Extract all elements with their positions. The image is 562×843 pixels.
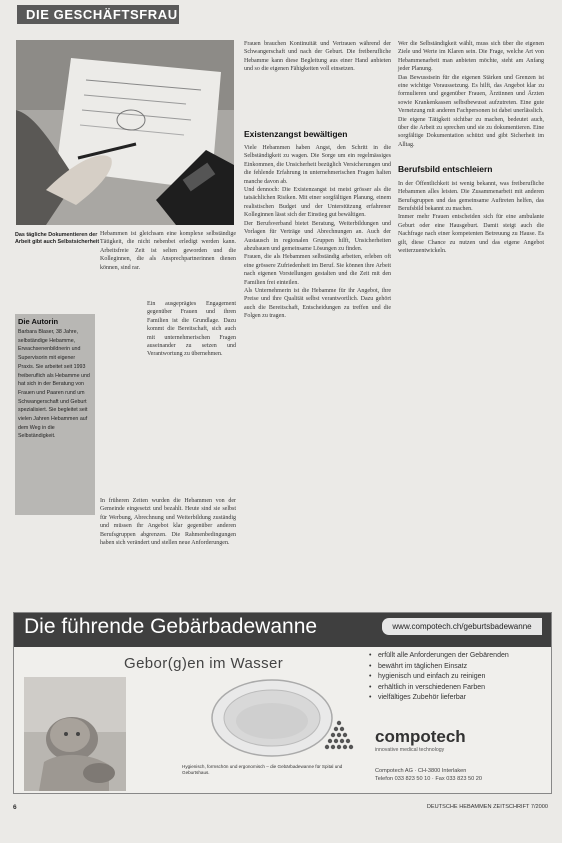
paragraph: Frauen, die als Hebammen selbständig arbeiten, erleben oft eine grössere Zufriedenheit im Beruf. Sie können ihre Arbeit nach eigenen Vorstellungen gestalten und die Zeit mit den Familien frei einteilen. (244, 254, 391, 286)
paragraph: In früheren Zeiten wurden die Hebammen von der Gemeinde eingesetzt und bezahlt. Heute sind sie selbst für Werbung, Abrechnung und Weiterbildung zuständig und müssen ihr Angebot klar gegenüber anderen Berufsgruppen abgrenzen. Die Rahmenbedingungen haben sich verändert und stellen neue Anforderungen. (100, 498, 236, 547)
column-3 (398, 40, 544, 255)
ad-subheadline: Gebor(g)en im Wasser (124, 655, 284, 672)
paragraph: In der Öffentlichkeit ist wenig bekannt, was freiberufliche Hebammen alles leisten. Die Zusammenarbeit mit anderen Berufsgruppen und das gemeinsame Auftreten helfen, das Berufsbild bekannt zu machen. (398, 180, 544, 212)
paragraph: Hebammen ist gleichsam eine komplexe selbständige Tätigkeit, die nicht nebenbei erledigt werden kann. Arbeitsfreie Zeit ist selten geworden und die Kolleginnen, die als Ansprechpartnerinnen dienen können, sind rar. (100, 231, 236, 271)
ad-headline: Die führende Gebärbadewanne (24, 615, 318, 638)
desk-writing-photo (16, 40, 234, 225)
ad-feature-item: • erfüllt alle Anforderungen der Gebärenden (369, 651, 509, 662)
bathtub-image (207, 673, 337, 763)
paragraph: Und dennoch: Die Existenzangst ist meist grösser als die tatsächlichen Risiken. Mit einer sorgfältigen Planung, einem realistischen Budget und der Unterstützung erfahrener Kolleginnen lässt sich der Einstieg gut bewältigen. (244, 187, 391, 219)
ad-header-bar (14, 613, 551, 647)
subheading-existenzangst: Existenzangst bewältigen (244, 128, 348, 139)
baby-in-water-image (24, 677, 126, 791)
compotech-logo-icon (319, 719, 359, 759)
bullet-icon: • (369, 694, 372, 701)
paragraph: Frauen brauchen Kontinuität und Vertrauen während der Schwangerschaft und nach der Geburt. Die freiberufliche Hebamme kann diese Begleitung aus einer Hand anbieten und so die eigenen Fähigkeiten voll einsetzen. (244, 41, 391, 73)
paragraph: Viele Hebammen haben Angst, den Schritt in die Selbständigkeit zu wagen. Die Sorge um ein regelmässiges Einkommen, die Unsicherheit bezüglich Versicherungen und die fehlende Erfahrung in unternehmerischen Fragen halten manche davon ab. (244, 145, 391, 185)
compotech-brand: compotech (375, 727, 466, 746)
section-label: DIE GESCHÄFTSFRAU (26, 7, 178, 22)
column-2 (244, 40, 391, 321)
paragraph: Ein ausgeprägtes Engagement gegenüber Frauen und ihren Familien ist die Grundlage. Dazu kommt die Bereitschaft, sich auch mit unternehmerischen Fragen auseinander zu setzen und Verantwortung zu übernehmen. (147, 301, 236, 358)
ad-url-link[interactable]: www.compotech.ch/geburtsbadewanne (382, 618, 542, 635)
column-1-upper (100, 230, 236, 272)
subheading-berufsbild: Berufsbild entschleiern (398, 164, 493, 175)
compotech-contact (375, 767, 482, 783)
paragraph: Als Unternehmerin ist die Hebamme für ihr Angebot, ihre Preise und ihre Qualität selbst verantwortlich. Dazu gehört auch die Bereitschaft, Entscheidungen zu treffen und die Folgen zu tragen. (244, 287, 391, 320)
column-1-narrow (147, 300, 236, 359)
bullet-icon: • (369, 673, 372, 680)
bullet-icon: • (369, 683, 372, 691)
author-box-text: Barbara Blaser, 38 Jahre, selbständige Hebamme, Erwachsenenbildnerin und Supervisorin mit eigener Praxis. Sie arbeitet seit 1993 freiberuflich als Hebamme und hat sich in der Beratung von Frauen und Paaren rund um Schwangerschaft und Geburt spezialisiert. Sie begleitet seit vielen Jahren Hebammen auf dem Weg in die Selbständigkeit. (18, 329, 90, 440)
bullet-icon: • (369, 662, 372, 670)
journal-name: DEUTSCHE HEBAMMEN ZEITSCHRIFT 7/2000 (426, 804, 548, 810)
paragraph: Der Berufsverband bietet Beratung, Weiterbildungen und Vorlagen für Verträge und Abrechnungen an. Auch der Austausch in regionalen Gruppen hilft, Unsicherheiten abzubauen und gemeinsame Lösungen zu finden. (244, 220, 391, 252)
author-box-title: Die Autorin (18, 317, 59, 326)
article-photo (16, 40, 234, 225)
column-1-lower (100, 497, 236, 547)
bullet-icon: • (369, 652, 372, 659)
compotech-tagline: innovative medical technology (375, 747, 445, 753)
section-header (17, 5, 179, 24)
ad-feature-item: • erhältlich in verschiedenen Farben (369, 683, 509, 694)
paragraph: Das Bewusstsein für die eigenen Stärken und Grenzen ist eine wichtige Voraussetzung. Es hilft, das Angebot klar zu formulieren und gegenüber Frauen, Ärztinnen und Ärzten sowie Krankenkassen selbstbewusst aufzutreten. Eine gute Vernetzung mit anderen Fachpersonen ist dabei unerlässlich. (398, 74, 544, 115)
paragraph: Die eigene Tätigkeit sichtbar zu machen, bedeutet auch, über die Arbeit zu sprechen und sie zu dokumentieren. Eine sorgfältige Dokumentation schützt und gibt Sicherheit im Alltag. (398, 116, 544, 148)
photo-caption: Das tägliche Dokumentieren der Arbeit gibt auch Selbstsicherheit (15, 232, 100, 245)
author-box (15, 314, 95, 515)
bathtub-caption: Hygienisch, formschön und ergonomisch – die Gebärbadewanne für Spital und Geburtshaus. (182, 764, 343, 775)
ad-feature-item: • hygienisch und einfach zu reinigen (369, 672, 509, 683)
advertisement (13, 612, 552, 794)
ad-feature-item: • vielfältiges Zubehör lieferbar (369, 693, 509, 704)
contact-line: Telefon 033 823 50 10 · Fax 033 823 50 20 (375, 776, 482, 782)
paragraph: Immer mehr Frauen entscheiden sich für eine ambulante Geburt oder eine Hausgeburt. Damit steigt auch die Nachfrage nach einer kompetenten Betreuung zu Hause. Es gilt, diese Chance zu nutzen und das eigene Angebot weiterzuentwickeln. (398, 214, 544, 254)
ad-baby-photo (24, 677, 126, 791)
ad-feature-list (369, 651, 509, 704)
contact-line: Compotech AG · CH-3800 Interlaken (375, 768, 467, 774)
ad-feature-item: • bewährt im täglichen Einsatz (369, 662, 509, 673)
page-number: 6 (13, 804, 17, 811)
paragraph: Wer die Selbständigkeit wählt, muss sich über die eigenen Ziele und Werte im Klaren sein. Die Frage, welche Art von Hebammenarbeit man anbieten möchte, steht am Anfang jeder Planung. (398, 41, 544, 73)
